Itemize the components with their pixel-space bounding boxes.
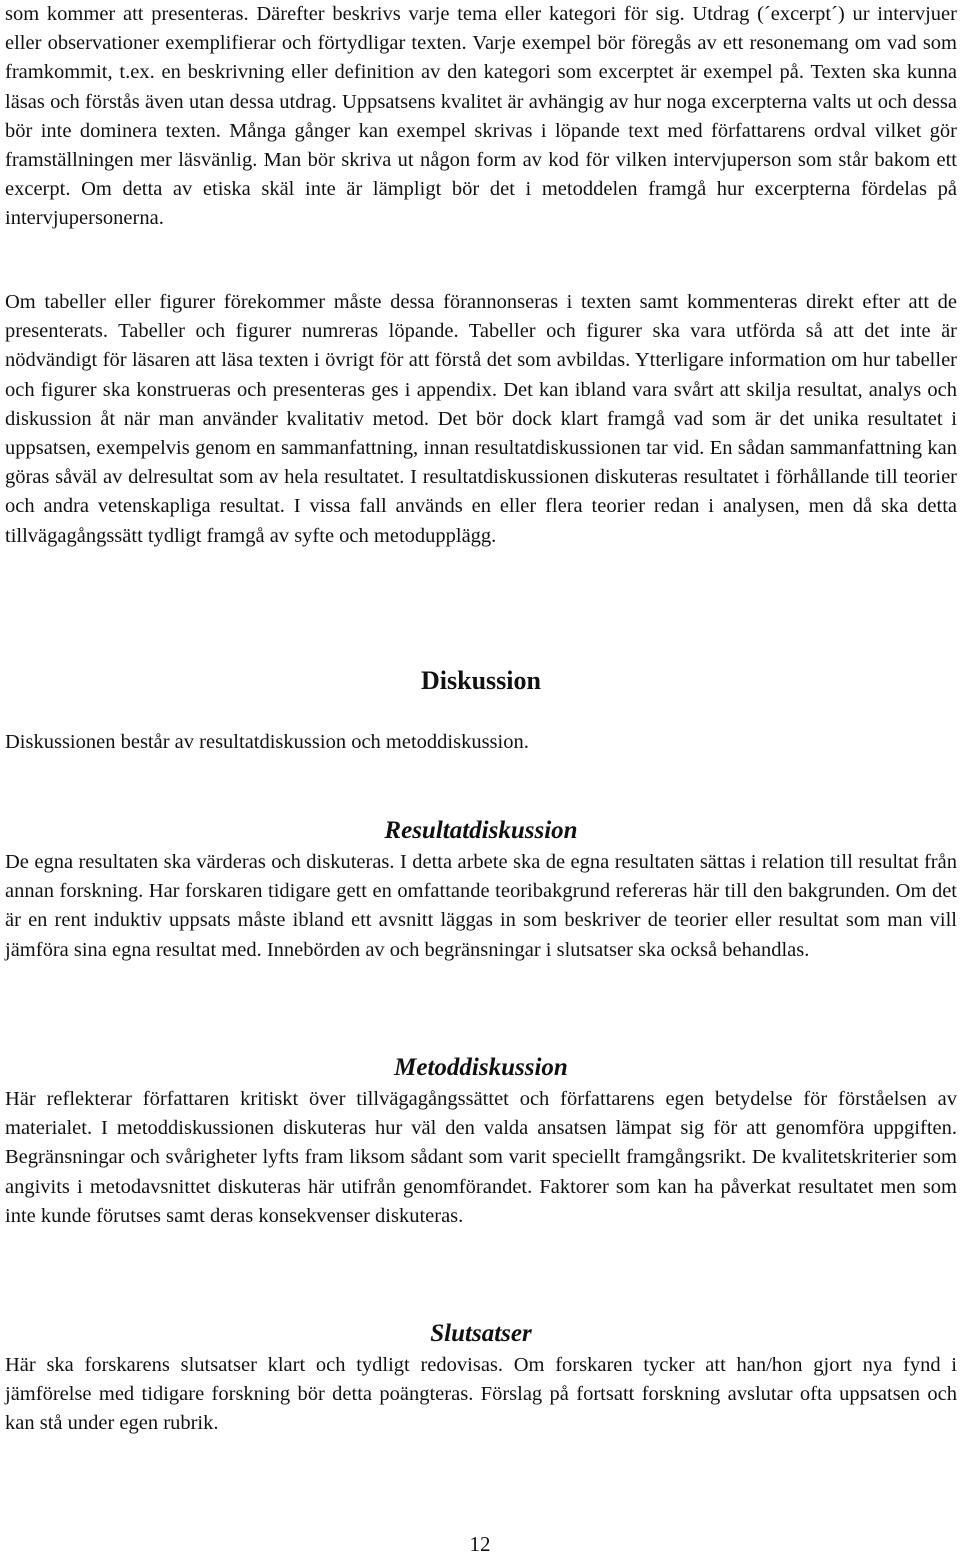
slutsatser-body [5, 1351, 957, 1439]
paragraph-resultatdiskussion: De egna resultaten ska värderas och diskuteras. I detta arbete ska de egna resultaten sättas i relation till resultat från annan forskning. Har forskaren tidigare gett en omfattande teoribakgrund refereras här till den bakgrunden. Om det är en rent induktiv uppsats måste ibland ett avsnitt läggas in som beskriver de teorier eller resultat som man vill jämföra sina egna resultat med. Innebörden av och begränsningar i slutsatser ska också behandlas. [5, 851, 957, 961]
heading-resultatdiskussion: Resultatdiskussion [384, 817, 578, 844]
heading-slutsatser: Slutsatser [430, 1320, 532, 1347]
diskussion-body [5, 728, 957, 757]
heading-metoddiskussion: Metoddiskussion [394, 1054, 568, 1081]
resultatdiskussion-body [5, 848, 957, 965]
heading-diskussion: Diskussion [421, 666, 541, 695]
page-number: 12 [469, 1532, 491, 1556]
section-resultatdiskussion [5, 815, 957, 847]
section-diskussion [5, 665, 957, 697]
section-slutsatser [5, 1318, 957, 1350]
tables-paragraph-block [5, 288, 957, 551]
paragraph-metoddiskussion: Här reflekterar författaren kritiskt över tillvägagångssättet och författarens egen betydelse för förståelsen av materialet. I metoddiskussionen diskuteras hur väl den valda ansatsen lämpat sig för att genomföra uppgiften. Begränsningar och svårigheter lyfts fram liksom sådant som varit speciellt framgångsrikt. De kvalitetskriterier som angivits i metodavsnittet diskuteras här utifrån genomförandet. Faktorer som kan ha påverkat resultatet men som inte kunde förutses samt deras konsekvenser diskuteras. [5, 1088, 957, 1227]
paragraph-excerpts: som kommer att presenteras. Därefter beskrivs varje tema eller kategori för sig. Utdrag (´excerpt´) ur intervjuer eller observationer exemplifierar och förtydligar texten. Varje exempel bör föregås av ett resonemang om vad som framkommit, t.ex. en beskrivning eller definition av den kategori som excerptet är exempel på. Texten ska kunna läsas och förstås även utan dessa utdrag. Uppsatsens kvalitet är avhängig av hur noga excerpterna valts ut och dessa bör inte dominera texten. Många gånger kan exempel skrivas i löpande text med författarens ordval vilket gör framställningen mer läsvänlig. Man bör skriva ut någon form av kod för vilken intervjuperson som står bakom ett excerpt. Om detta av etiska skäl inte är lämpligt bör det i metoddelen framgå hur excerpterna fördelas på intervjupersonerna. [5, 3, 957, 230]
intro-paragraph-block [5, 0, 957, 234]
paragraph-slutsatser: Här ska forskarens slutsatser klart och tydligt redovisas. Om forskaren tycker att han/hon gjort nya fynd i jämförelse med tidigare forskning bör detta poängteras. Förslag på fortsatt forskning avslutar ofta uppsatsen och kan stå under egen rubrik. [5, 1354, 957, 1435]
paragraph-diskussion: Diskussionen består av resultatdiskussion och metoddiskussion. [5, 731, 529, 753]
section-metoddiskussion [5, 1052, 957, 1084]
paragraph-tables-figures: Om tabeller eller figurer förekommer måste dessa förannonseras i texten samt kommenteras direkt efter att de presenterats. Tabeller och figurer numreras löpande. Tabeller och figurer ska vara utförda så att det inte är nödvändigt för läsaren att läsa texten i övrigt för att förstå det som avbildas. Ytterligare information om hur tabeller och figurer ska konstrueras och presenteras ges i appendix. Det kan ibland vara svårt att skilja resultat, analys och diskussion åt när man använder kvalitativ metod. Det bör dock klart framgå vad som är det unika resultatet i uppsatsen, exempelvis genom en sammanfattning, innan resultatdiskussionen tar vid. En sådan sammanfattning kan göras såväl av delresultat som av hela resultatet. I resultatdiskussionen diskuteras resultatet i förhållande till teorier och andra vetenskapliga resultat. I vissa fall används en eller flera teorier redan i analysen, men då ska detta tillvägagångssätt tydligt framgå av syfte och metodupplägg. [5, 291, 957, 547]
metoddiskussion-body [5, 1085, 957, 1231]
